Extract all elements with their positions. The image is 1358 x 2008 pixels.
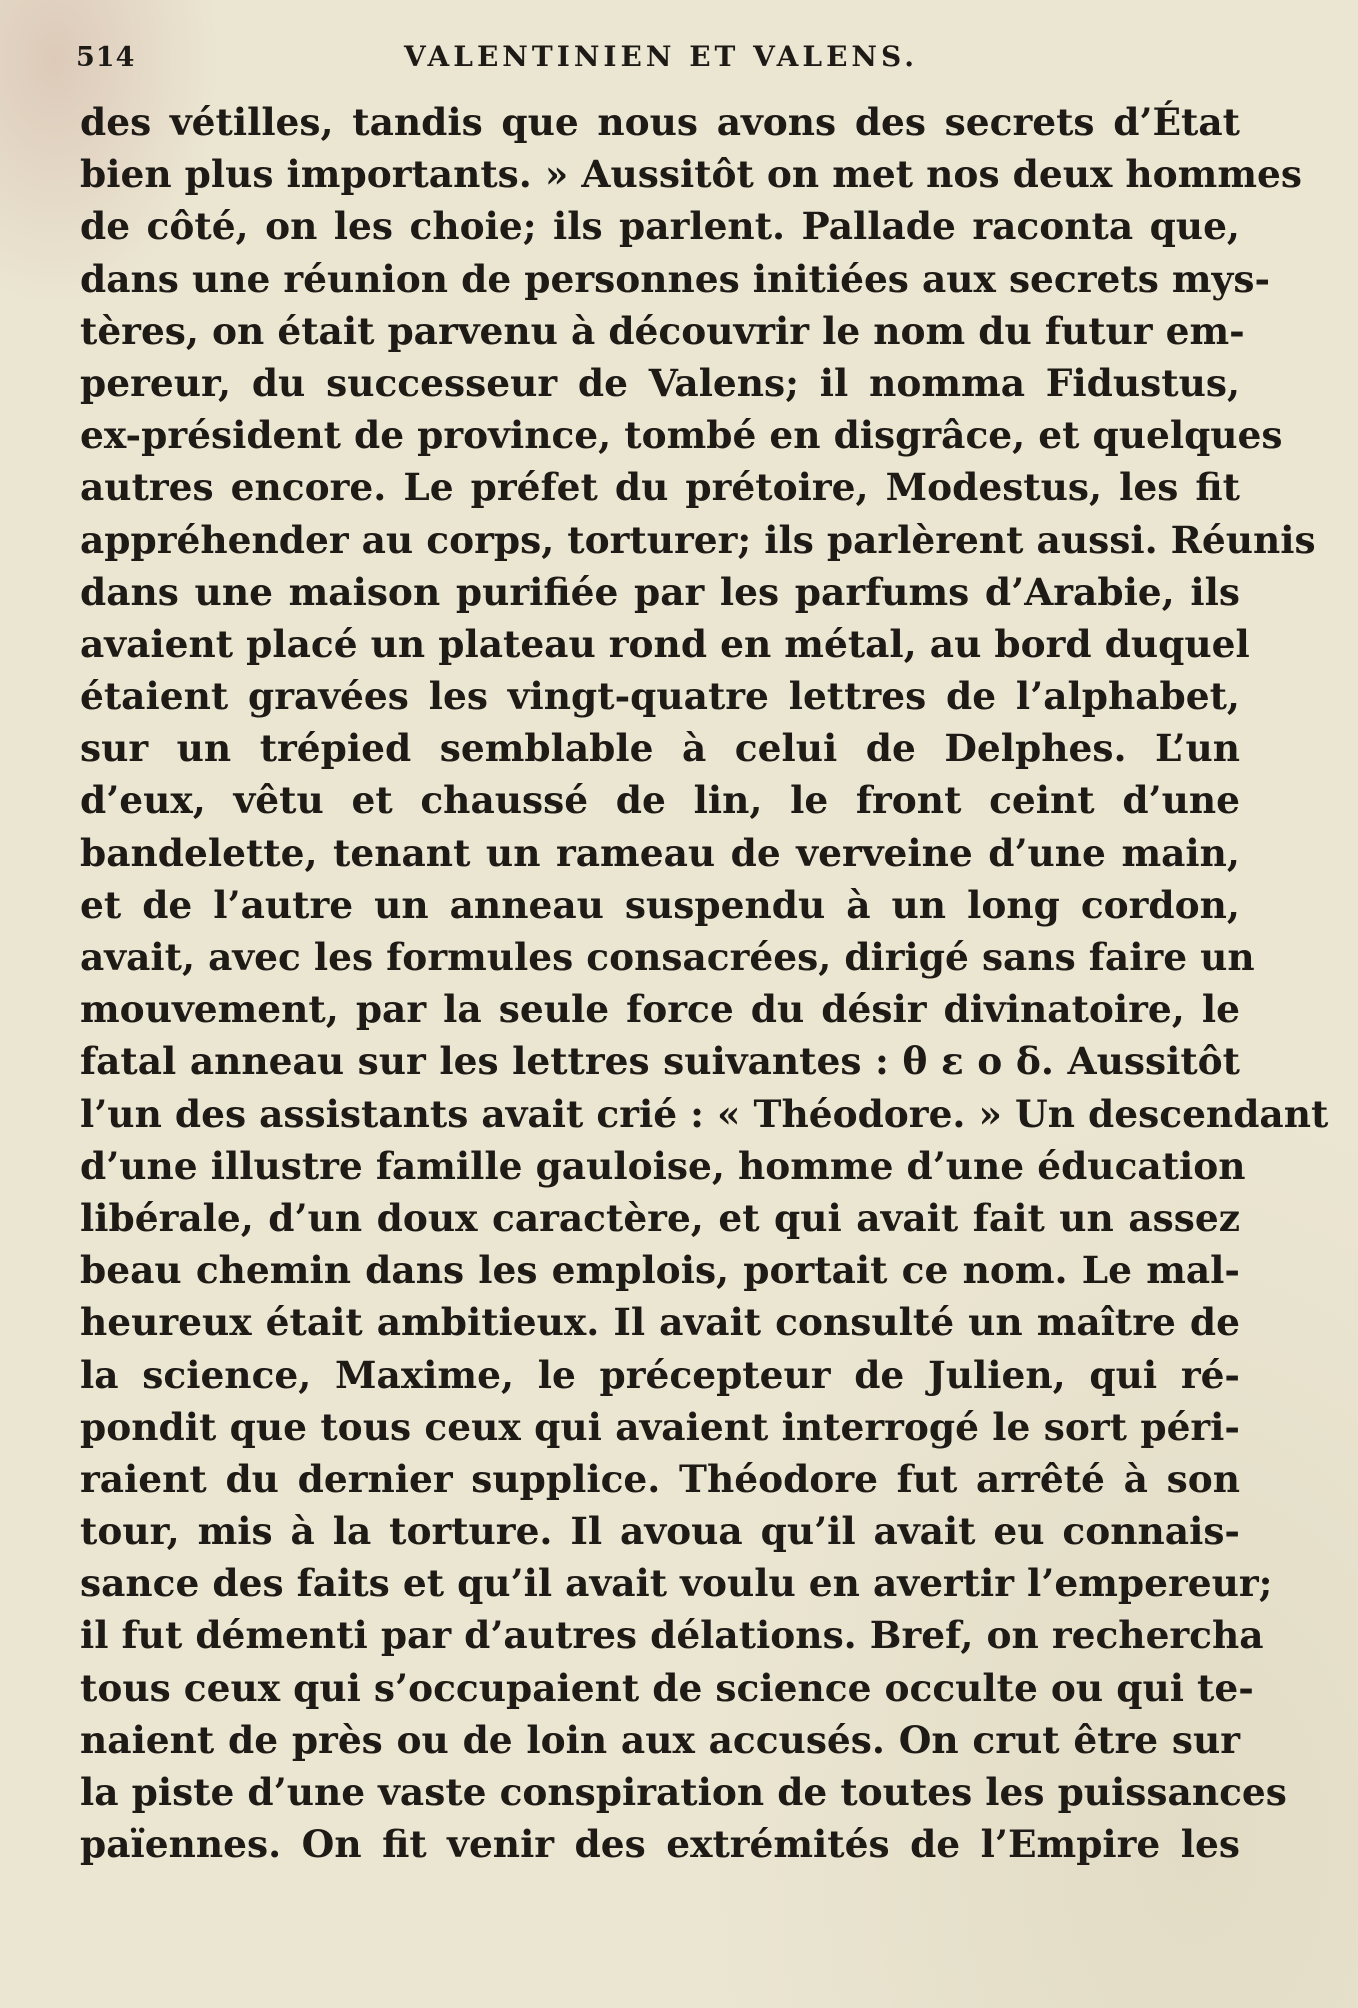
- text-line: avaient placé un plateau rond en métal, au bord duquel: [80, 621, 1250, 666]
- text-line: sance des faits et qu’il avait voulu en avertir l’empereur;: [80, 1561, 1273, 1606]
- page-number: 514: [76, 42, 136, 73]
- text-line: pondit que tous ceux qui avaient interrogé le sort péri-: [80, 1404, 1240, 1449]
- text-line: sur un trépied semblable à celui de Delphes. L’un: [80, 726, 1240, 771]
- text-line: autres encore. Le préfet du prétoire, Modestus, les fit: [80, 465, 1240, 510]
- text-line: dans une maison purifiée par les parfums d’Arabie, ils: [80, 569, 1240, 614]
- text-line: tères, on était parvenu à découvrir le nom du futur em-: [80, 308, 1245, 353]
- running-title: VALENTINIEN ET VALENS.: [403, 40, 918, 73]
- text-line: d’une illustre famille gauloise, homme d’une éducation: [80, 1143, 1246, 1188]
- text-line: il fut démenti par d’autres délations. Bref, on rechercha: [80, 1613, 1264, 1658]
- text-line: païennes. On fit venir des extrémités de l’Empire les: [80, 1822, 1240, 1867]
- text-line: fatal anneau sur les lettres suivantes : θ ε ο δ. Aussitôt: [80, 1039, 1240, 1084]
- page-header: [76, 36, 1246, 80]
- text-line: dans une réunion de personnes initiées aux secrets mys-: [80, 256, 1271, 301]
- text-line: beau chemin dans les emplois, portait ce nom. Le mal-: [80, 1248, 1240, 1293]
- text-line: de côté, on les choie; ils parlent. Pallade raconta que,: [80, 204, 1240, 249]
- body-text: [80, 96, 1329, 1870]
- text-line: avait, avec les formules consacrées, dirigé sans faire un: [80, 935, 1255, 979]
- text-line: pereur, du successeur de Valens; il nomma Fidustus,: [80, 360, 1240, 405]
- text-line: mouvement, par la seule force du désir divinatoire, le: [80, 987, 1240, 1032]
- text-line: bien plus importants. » Aussitôt on met nos deux hommes: [80, 152, 1302, 197]
- text-line: ex-président de province, tombé en disgrâce, et quelques: [80, 413, 1283, 458]
- text-line: naient de près ou de loin aux accusés. On crut être sur: [80, 1717, 1240, 1762]
- text-line: heureux était ambitieux. Il avait consulté un maître de: [80, 1300, 1240, 1345]
- text-line: tous ceux qui s’occupaient de science occulte ou qui te-: [80, 1665, 1254, 1710]
- text-line: raient du dernier supplice. Théodore fut arrêté à son: [80, 1456, 1240, 1501]
- text-line: des vétilles, tandis que nous avons des secrets d’État: [80, 100, 1240, 144]
- text-line: appréhender au corps, torturer; ils parlèrent aussi. Réunis: [80, 517, 1316, 562]
- text-line: la science, Maxime, le précepteur de Julien, qui ré-: [80, 1352, 1240, 1397]
- text-line: l’un des assistants avait crié : « Théodore. » Un descendant: [80, 1091, 1329, 1136]
- text-line: tour, mis à la torture. Il avoua qu’il avait eu connais-: [80, 1509, 1240, 1554]
- text-line: d’eux, vêtu et chaussé de lin, le front ceint d’une: [80, 778, 1240, 823]
- text-line: la piste d’une vaste conspiration de toutes les puissances: [80, 1770, 1287, 1814]
- text-line: bandelette, tenant un rameau de verveine d’une main,: [80, 830, 1240, 875]
- text-line: étaient gravées les vingt-quatre lettres de l’alphabet,: [80, 674, 1240, 719]
- text-line: et de l’autre un anneau suspendu à un long cordon,: [80, 882, 1240, 927]
- text-line: libérale, d’un doux caractère, et qui avait fait un assez: [80, 1195, 1240, 1240]
